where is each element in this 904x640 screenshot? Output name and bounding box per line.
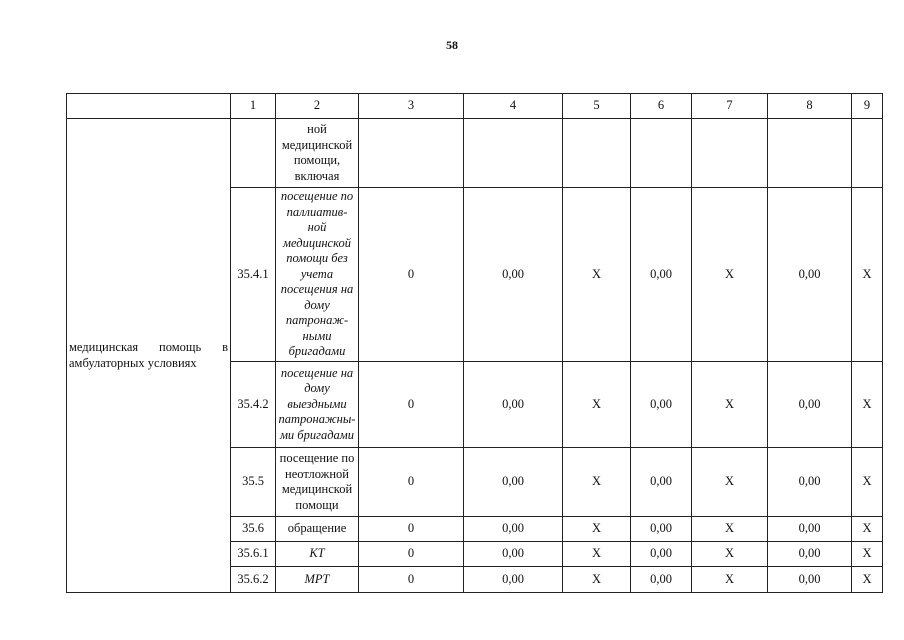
cell-8: 0,00: [768, 188, 852, 362]
cell-5: [563, 119, 631, 188]
cell-4: 0,00: [464, 362, 563, 448]
cell-9: X: [852, 188, 883, 362]
header-row: [67, 94, 883, 119]
row-code: 35.6: [231, 517, 276, 542]
header-cell-8: 8: [768, 94, 852, 119]
data-table: [66, 93, 883, 593]
row-code: 35.4.2: [231, 362, 276, 448]
header-cell-6: 6: [631, 94, 692, 119]
row-code: 35.6.1: [231, 542, 276, 567]
cell-3: 0: [359, 448, 464, 517]
cell-8: [768, 119, 852, 188]
row-code: 35.5: [231, 448, 276, 517]
table-row: [67, 119, 883, 188]
cell-6: 0,00: [631, 567, 692, 593]
cell-8: 0,00: [768, 362, 852, 448]
row-name: обращение: [276, 517, 359, 542]
cell-6: 0,00: [631, 448, 692, 517]
cell-7: [692, 119, 768, 188]
cell-6: 0,00: [631, 542, 692, 567]
header-cell-0: [67, 94, 231, 119]
cell-9: X: [852, 567, 883, 593]
cell-4: 0,00: [464, 517, 563, 542]
cell-3: 0: [359, 542, 464, 567]
cell-5: X: [563, 567, 631, 593]
cell-7: X: [692, 517, 768, 542]
cell-3: [359, 119, 464, 188]
cell-8: 0,00: [768, 517, 852, 542]
cell-8: 0,00: [768, 567, 852, 593]
cell-5: X: [563, 362, 631, 448]
cell-7: X: [692, 542, 768, 567]
cell-6: [631, 119, 692, 188]
cell-7: X: [692, 362, 768, 448]
header-cell-3: 3: [359, 94, 464, 119]
cell-6: 0,00: [631, 362, 692, 448]
region-line-1: медицинская помощь в: [69, 340, 228, 354]
row-code: [231, 119, 276, 188]
cell-8: 0,00: [768, 448, 852, 517]
cell-4: 0,00: [464, 567, 563, 593]
cell-4: 0,00: [464, 542, 563, 567]
cell-9: X: [852, 448, 883, 517]
cell-7: X: [692, 188, 768, 362]
row-name: посещение по неотложной медицинской помощи: [276, 448, 359, 517]
page-number: 58: [446, 38, 458, 52]
row-code: 35.6.2: [231, 567, 276, 593]
header-cell-7: 7: [692, 94, 768, 119]
cell-5: X: [563, 188, 631, 362]
cell-8: 0,00: [768, 542, 852, 567]
row-name: посещение на дому выездными патронажны-ми бригадами: [276, 362, 359, 448]
cell-4: 0,00: [464, 188, 563, 362]
row-name: посещение по паллиатив-ной медицинской помощи без учета посещения на дому патронаж-ными бригадами: [276, 188, 359, 362]
header-cell-2: 2: [276, 94, 359, 119]
cell-4: [464, 119, 563, 188]
cell-7: X: [692, 448, 768, 517]
cell-4: 0,00: [464, 448, 563, 517]
cell-9: X: [852, 517, 883, 542]
cell-9: X: [852, 362, 883, 448]
cell-6: 0,00: [631, 188, 692, 362]
cell-5: X: [563, 448, 631, 517]
cell-3: 0: [359, 517, 464, 542]
header-cell-9: 9: [852, 94, 883, 119]
cell-7: X: [692, 567, 768, 593]
cell-9: X: [852, 542, 883, 567]
cell-6: 0,00: [631, 517, 692, 542]
cell-3: 0: [359, 567, 464, 593]
cell-5: X: [563, 542, 631, 567]
cell-9: [852, 119, 883, 188]
cell-3: 0: [359, 362, 464, 448]
row-name: МРТ: [276, 567, 359, 593]
row-code: 35.4.1: [231, 188, 276, 362]
region-line-2: амбулаторных условиях: [69, 355, 197, 370]
header-cell-4: 4: [464, 94, 563, 119]
row-name: КТ: [276, 542, 359, 567]
header-cell-1: 1: [231, 94, 276, 119]
cell-5: X: [563, 517, 631, 542]
cell-3: 0: [359, 188, 464, 362]
header-cell-5: 5: [563, 94, 631, 119]
region-cell: [67, 119, 231, 593]
row-name: ной медицинской помощи, включая: [276, 119, 359, 188]
